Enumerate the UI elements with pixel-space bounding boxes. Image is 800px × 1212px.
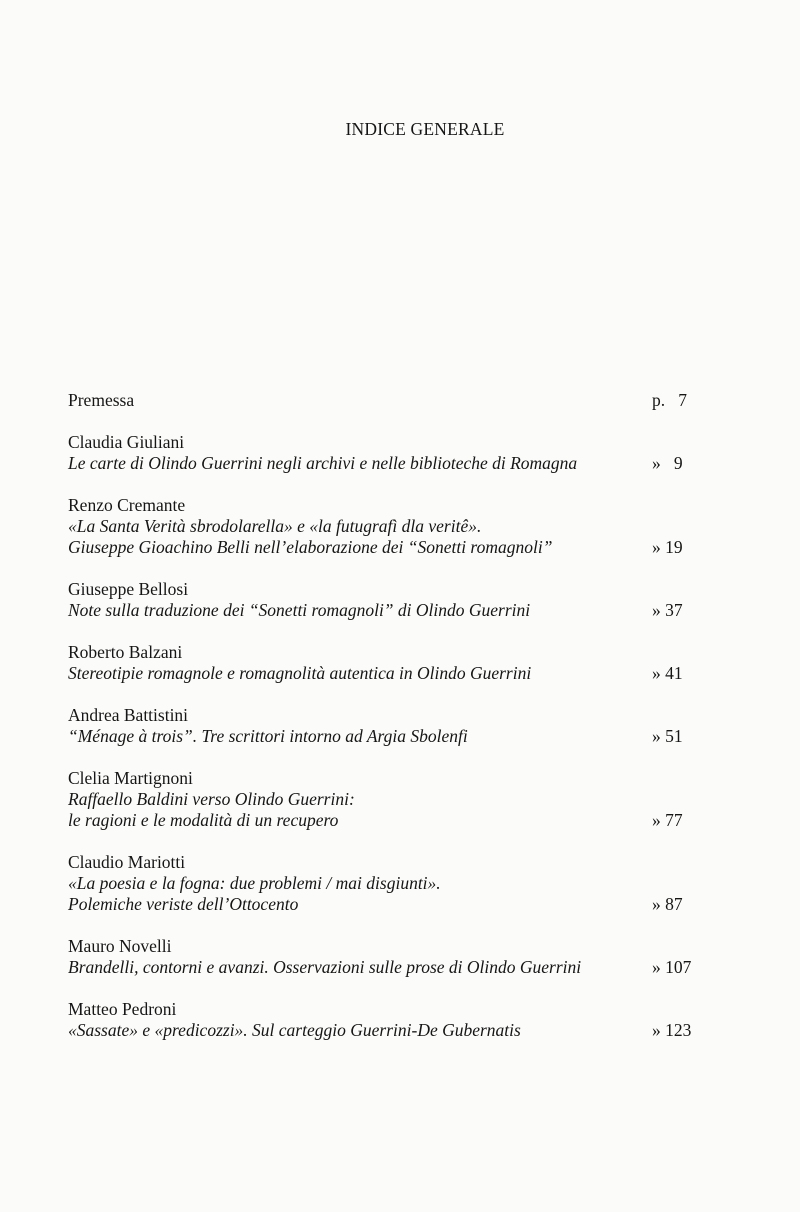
- toc-entry-title: Le carte di Olindo Guerrini negli archivi e nelle biblioteche di Romagna: [68, 453, 578, 473]
- page-marker: »: [652, 600, 661, 620]
- page-marker: »: [652, 810, 661, 830]
- toc-entry: [68, 495, 696, 558]
- toc-entry: [68, 936, 696, 978]
- page-marker: »: [652, 894, 661, 914]
- page-number: 107: [665, 957, 692, 977]
- toc-entry-author: Giuseppe Bellosi: [68, 579, 189, 599]
- toc-entry-page-ref: [652, 663, 696, 684]
- toc-entry-page-ref: [652, 390, 696, 411]
- page-number: 123: [665, 1020, 692, 1040]
- page-number: 19: [665, 537, 683, 557]
- page-number: 51: [665, 726, 683, 746]
- toc-entry-author: Claudio Mariotti: [68, 852, 186, 872]
- toc-entry: [68, 642, 696, 684]
- page-title: INDICE GENERALE: [345, 119, 505, 139]
- toc-entry: [68, 768, 696, 831]
- page-number: 9: [673, 453, 683, 473]
- toc-entry-title: “Ménage à trois”. Tre scrittori intorno ad Argia Sbolenfi: [68, 726, 468, 746]
- toc-entry: [68, 852, 696, 915]
- toc-entry-author: Clelia Martignoni: [68, 768, 193, 788]
- toc-entry: [68, 432, 696, 474]
- toc-entry-page-ref: [652, 453, 696, 474]
- page-marker: »: [652, 663, 661, 683]
- toc-entry-author: Mauro Novelli: [68, 936, 172, 956]
- toc-entry-author: Claudia Giuliani: [68, 432, 185, 452]
- toc-entry-author: Andrea Battistini: [68, 705, 189, 725]
- toc-entry-label: Premessa: [68, 390, 135, 410]
- toc-entry: [68, 579, 696, 621]
- toc-entry-title: Stereotipie romagnole e romagnolità autentica in Olindo Guerrini: [68, 663, 532, 683]
- page-number: 41: [665, 663, 683, 683]
- toc-entry-title: «La poesia e la fogna: due problemi / mai disgiunti».: [68, 873, 441, 893]
- table-of-contents: [68, 390, 696, 1062]
- page-number: 37: [665, 600, 683, 620]
- toc-entry-page-ref: [652, 537, 696, 558]
- page-marker: »: [652, 957, 661, 977]
- toc-entry: [68, 705, 696, 747]
- toc-entry-title: Polemiche veriste dell’Ottocento: [68, 894, 299, 914]
- page-marker: p.: [652, 390, 666, 410]
- page-number: 87: [665, 894, 683, 914]
- toc-entry-author: Matteo Pedroni: [68, 999, 177, 1019]
- page-number: 7: [678, 390, 687, 410]
- toc-entry-title: le ragioni e le modalità di un recupero: [68, 810, 339, 830]
- page-marker: »: [652, 1020, 661, 1040]
- toc-entry-title: Note sulla traduzione dei “Sonetti romagnoli” di Olindo Guerrini: [68, 600, 531, 620]
- page-number: 77: [665, 810, 683, 830]
- page-marker: »: [652, 453, 661, 473]
- toc-entry-title: Brandelli, contorni e avanzi. Osservazioni sulle prose di Olindo Guerrini: [68, 957, 582, 977]
- toc-entry-title: Giuseppe Gioachino Belli nell’elaborazione dei “Sonetti romagnoli”: [68, 537, 553, 557]
- toc-entry-page-ref: [652, 894, 696, 915]
- toc-entry-page-ref: [652, 600, 696, 621]
- toc-entry-title: «Sassate» e «predicozzi». Sul carteggio Guerrini-De Gubernatis: [68, 1020, 521, 1040]
- page-marker: »: [652, 537, 661, 557]
- toc-entry-title: «La Santa Verità sbrodolarella» e «la futugrafì dla veritê».: [68, 516, 482, 536]
- toc-entry-page-ref: [652, 957, 696, 978]
- toc-entry-author: Renzo Cremante: [68, 495, 186, 515]
- toc-entry: [68, 390, 696, 411]
- toc-entry-title: Raffaello Baldini verso Olindo Guerrini:: [68, 789, 355, 809]
- toc-entry: [68, 999, 696, 1041]
- toc-entry-author: Roberto Balzani: [68, 642, 183, 662]
- toc-entry-page-ref: [652, 1020, 696, 1041]
- toc-entry-page-ref: [652, 726, 696, 747]
- page-marker: »: [652, 726, 661, 746]
- toc-entry-page-ref: [652, 810, 696, 831]
